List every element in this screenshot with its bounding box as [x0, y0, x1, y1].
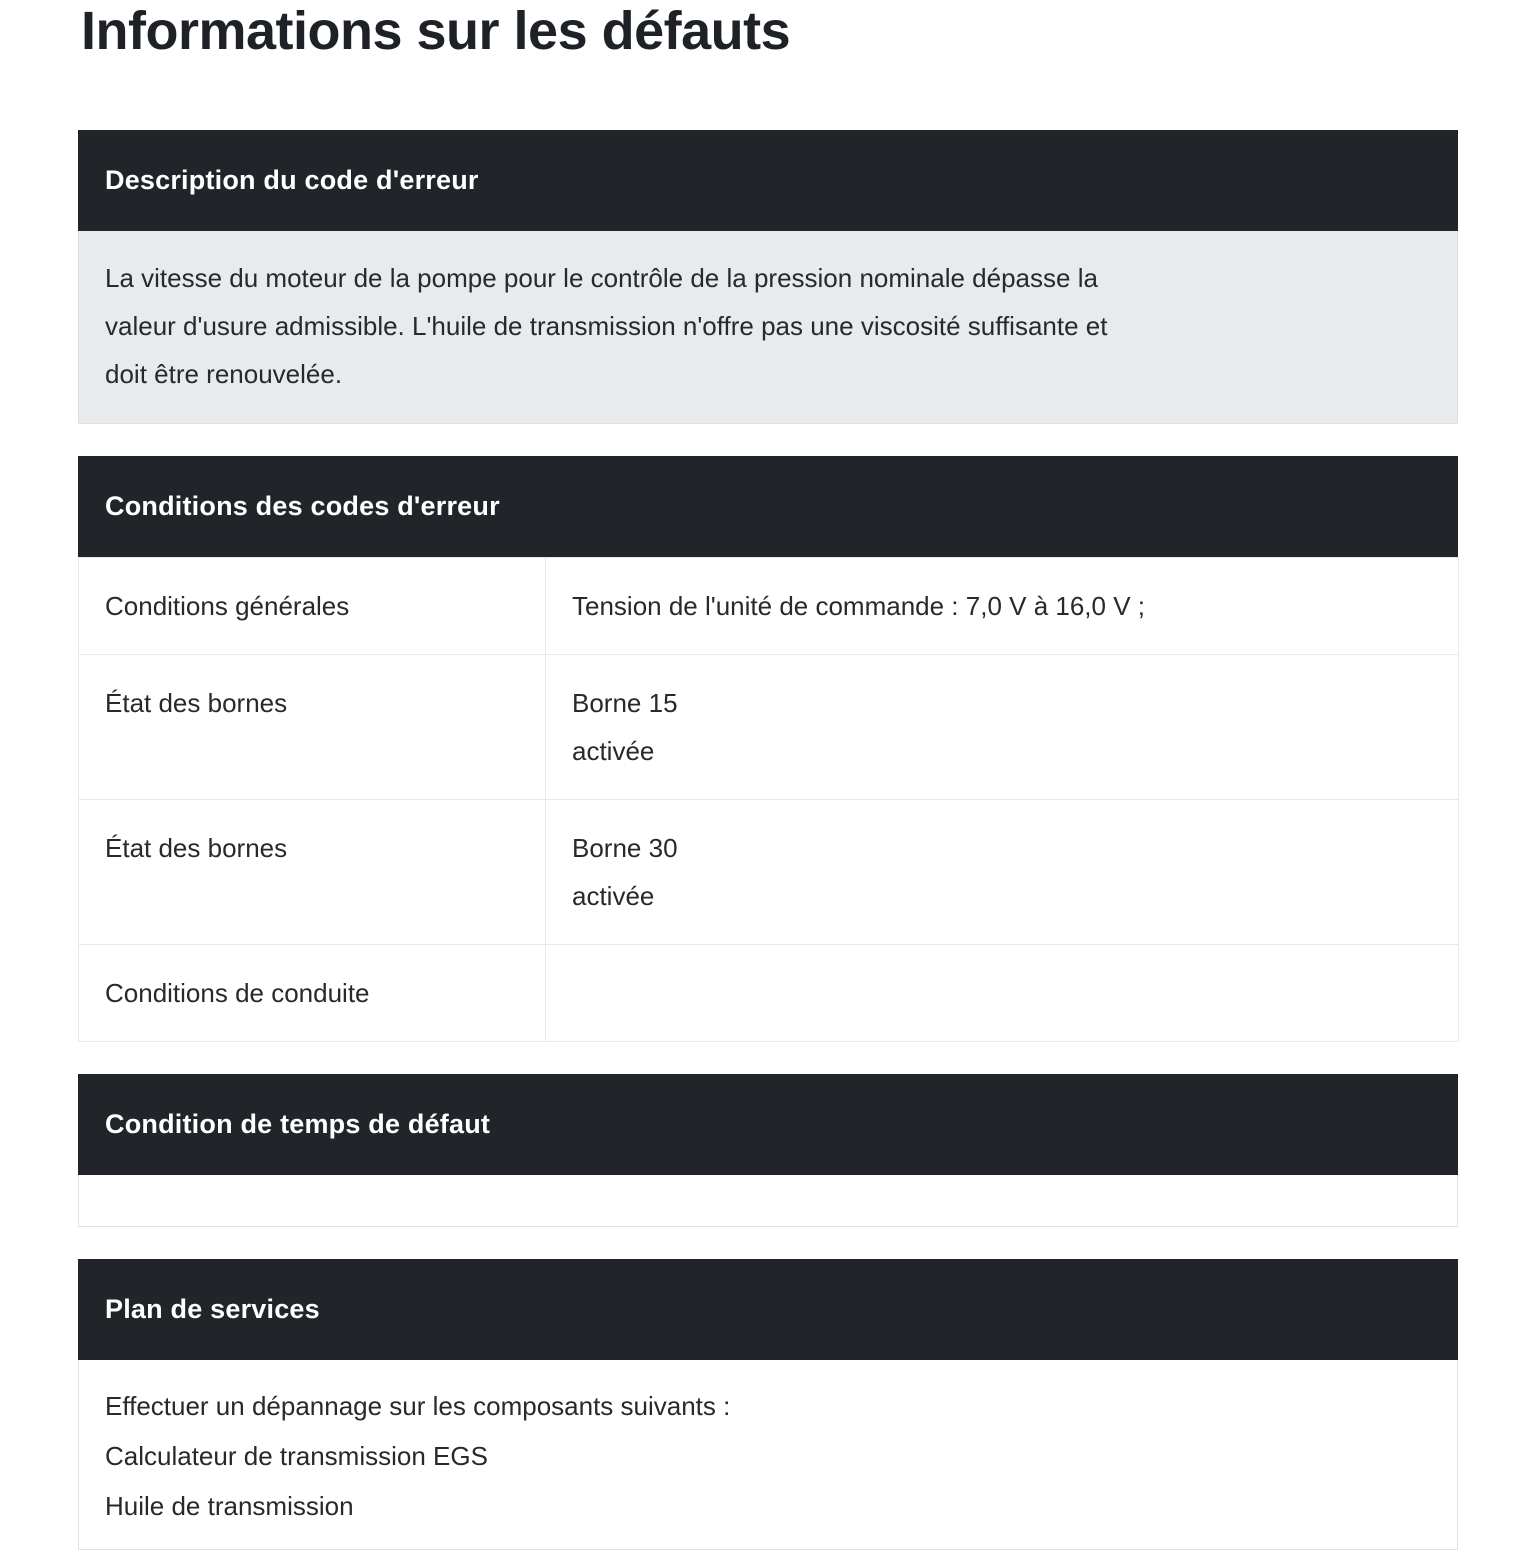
row-value-cell — [546, 558, 1459, 655]
table-row-driving-conditions — [79, 945, 1459, 1042]
row-value-line: activée — [572, 881, 655, 911]
table-row-terminal-status-30 — [79, 800, 1459, 945]
service-plan-line: Effectuer un dépannage sur les composants suivants : — [105, 1391, 731, 1421]
section-error-description — [78, 130, 1458, 424]
service-plan-header-label: Plan de services — [105, 1294, 320, 1324]
error-description-line: doit être renouvelée. — [105, 359, 343, 389]
section-service-plan — [78, 1259, 1458, 1550]
fault-time-condition-header — [78, 1074, 1458, 1175]
section-error-conditions — [78, 456, 1458, 1042]
page-title: Informations sur les défauts — [81, 1, 791, 61]
row-label-cell: État des bornes — [79, 655, 546, 800]
service-plan-line: Calculateur de transmission EGS — [105, 1441, 488, 1471]
row-value-cell — [546, 800, 1459, 945]
service-plan-header — [78, 1259, 1458, 1360]
service-plan-body — [78, 1360, 1458, 1550]
error-conditions-header — [78, 456, 1458, 557]
fault-information-page — [78, 0, 1458, 1550]
section-fault-time-condition — [78, 1074, 1458, 1227]
row-value-cell — [546, 655, 1459, 800]
row-value-cell — [546, 945, 1459, 1042]
error-conditions-header-label: Conditions des codes d'erreur — [105, 491, 500, 521]
service-plan-line: Huile de transmission — [105, 1491, 354, 1521]
row-value-line: Tension de l'unité de commande : 7,0 V à 16,0 V ; — [572, 591, 1145, 621]
row-label-cell: Conditions générales — [79, 558, 546, 655]
error-description-header — [78, 130, 1458, 231]
error-description-body — [78, 231, 1458, 424]
row-value-line: activée — [572, 736, 655, 766]
fault-time-condition-header-label: Condition de temps de défaut — [105, 1109, 491, 1139]
fault-time-condition-body — [78, 1175, 1458, 1227]
error-conditions-table — [78, 557, 1459, 1042]
row-value-line: Borne 30 — [572, 833, 678, 863]
table-row-terminal-status-15 — [79, 655, 1459, 800]
row-value-line: Borne 15 — [572, 688, 678, 718]
error-description-line: La vitesse du moteur de la pompe pour le contrôle de la pression nominale dépasse la — [105, 263, 1098, 293]
row-label-cell: État des bornes — [79, 800, 546, 945]
error-description-header-label: Description du code d'erreur — [105, 165, 479, 195]
table-row-general-conditions — [79, 558, 1459, 655]
row-label-cell: Conditions de conduite — [79, 945, 546, 1042]
error-description-line: valeur d'usure admissible. L'huile de transmission n'offre pas une viscosité suffisante et — [105, 311, 1108, 341]
